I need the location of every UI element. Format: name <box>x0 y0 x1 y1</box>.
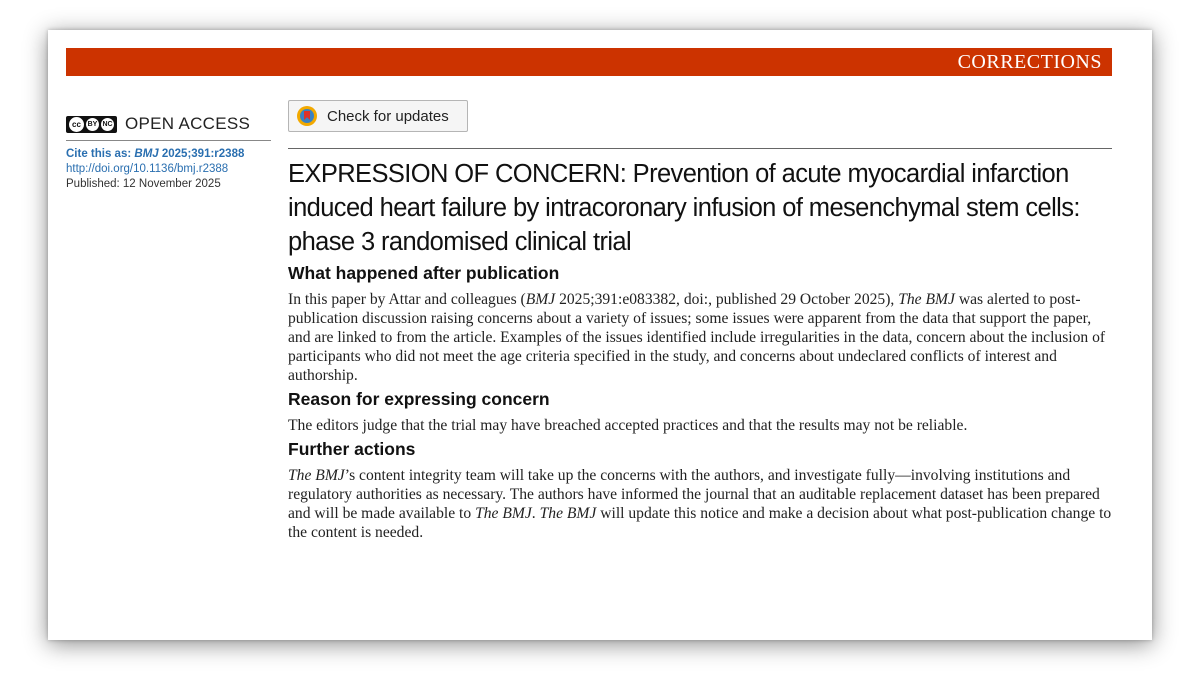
published-date: Published: 12 November 2025 <box>66 178 221 190</box>
cite-line <box>66 147 271 162</box>
section-paragraph: In this paper by Attar and colleagues (BMJ 2025;391:e083382, doi:, published 29 October 2025), The BMJ was alerted to post-publication discussion raising concerns about a variety of issues; some issues were apparent from the data that support the paper, and are linked to from the article. Examples of the issues identified include irregularities in the data, concern about the inclusion of participants who did not meet the age criteria specified in the study, and concerns about undeclared conflicts of interest and authorship. <box>288 291 1106 384</box>
crossmark-icon <box>297 106 317 126</box>
open-access-label: OPEN ACCESS <box>125 114 251 133</box>
cc-icon: cc <box>69 117 84 132</box>
nc-icon: NC <box>101 118 114 131</box>
creative-commons-license-icon[interactable] <box>66 116 117 133</box>
section-paragraph: The BMJ’s content integrity team will take up the concerns with the authors, and investigate fully—involving institutions and regulatory authorities as necessary. The authors have informed the journal that an auditable replacement dataset has been prepared and will be made available to The BMJ. The BMJ will update this notice and make a decision about what post-publication change to the content is needed. <box>288 467 1112 541</box>
article-sidebar <box>66 112 271 192</box>
article-title: EXPRESSION OF CONCERN: Prevention of acute myocardial infarction induced heart failure by intracoronary infusion of mesenchymal stem cells: phase 3 randomised clinical trial <box>288 160 1080 256</box>
article-page <box>48 30 1152 640</box>
section-paragraph: The editors judge that the trial may have breached accepted practices and that the results may not be reliable. <box>288 417 968 434</box>
check-for-updates-label: Check for updates <box>327 107 449 125</box>
banner-label: CORRECTIONS <box>957 51 1102 73</box>
check-for-updates-button[interactable] <box>288 100 468 132</box>
cite-label: Cite this as: BMJ 2025;391:r2388 <box>66 148 245 160</box>
section-heading: What happened after publication <box>288 263 560 283</box>
title-divider <box>288 148 1112 149</box>
doi-link[interactable]: http://doi.org/10.1136/bmj.r2388 <box>66 163 229 175</box>
open-access-row <box>66 112 271 136</box>
section-heading: Further actions <box>288 439 416 459</box>
by-icon: BY <box>86 118 99 131</box>
section-heading: Reason for expressing concern <box>288 389 550 409</box>
citation-block <box>66 147 271 192</box>
sidebar-divider <box>66 140 271 141</box>
article-body <box>288 148 1112 546</box>
section-banner <box>66 48 1112 76</box>
